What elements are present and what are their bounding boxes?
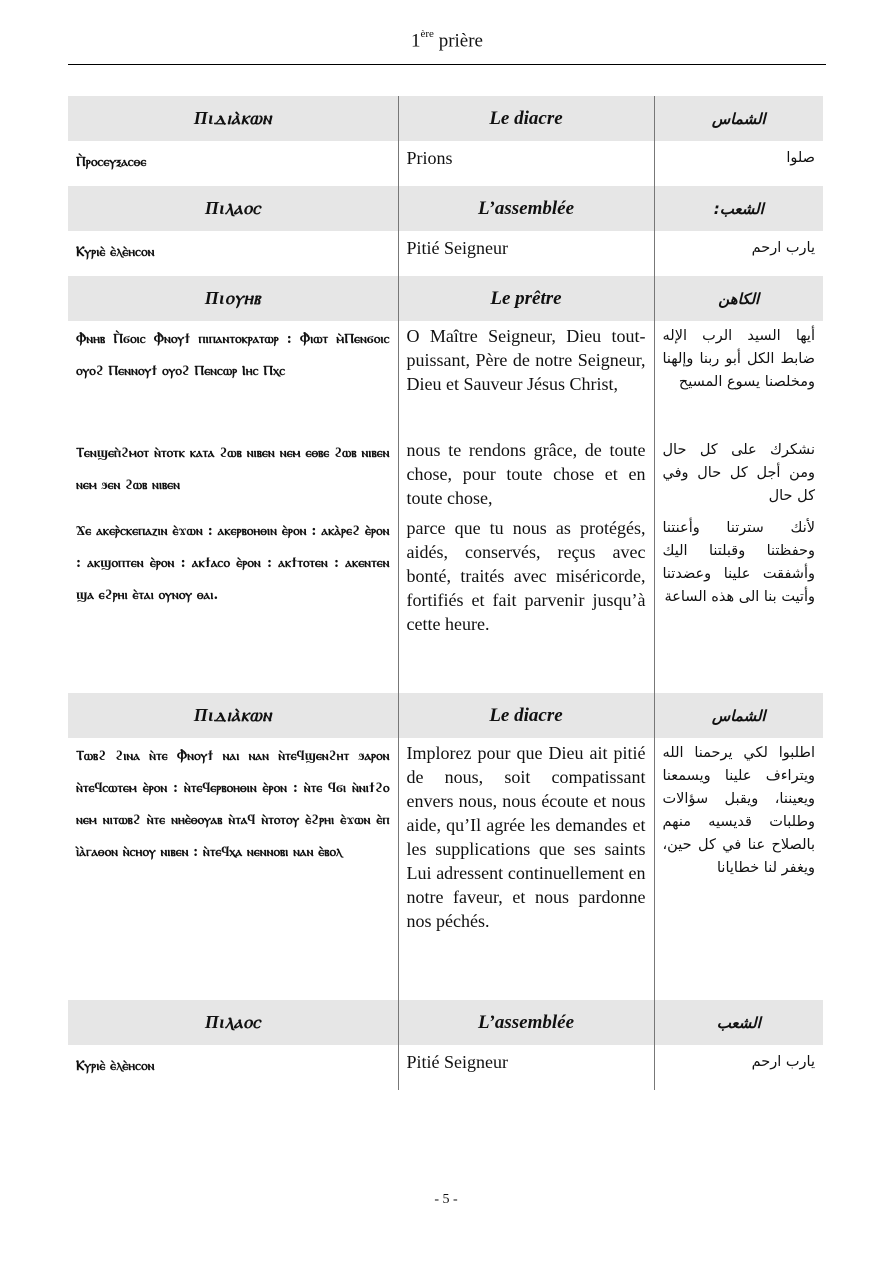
title-text: prière bbox=[433, 30, 483, 52]
text-row bbox=[68, 141, 823, 186]
header-divider bbox=[68, 64, 826, 65]
text-row bbox=[68, 738, 823, 1000]
coptic-text: Ϫⲉ ⲁⲕⲉⲣ̀ⲥⲕⲉⲡⲁⲍⲓⲛ ⲉ̀ϫⲱⲛ : ⲁⲕⲉⲣⲃⲟⲏⲑⲓⲛ ⲉ̀ⲣⲟⲛ : ⲁⲕⲁ̀ⲣⲉϩ ⲉ̀ⲣⲟⲛ : ⲁⲕϣⲟⲡⲧⲉⲛ ⲉ̀ⲣⲟⲛ : ⲁⲕϯⲁⲥⲟ ⲉ̀ⲣⲟⲛ : ⲁⲕϯⲧⲟⲧⲉⲛ : ⲁⲕⲉⲛⲧⲉⲛ ϣⲁ ⲉϩⲣⲏⲓ ⲉ̀ⲧⲁⲓ ⲟⲩⲛⲟⲩ ⲑⲁⲓ. bbox=[76, 523, 390, 603]
text-row bbox=[68, 435, 823, 513]
speaker-arabic: الكاهن bbox=[654, 276, 823, 321]
speaker-row-assembly bbox=[68, 1000, 823, 1045]
speaker-coptic: Πιⲗⲁⲟⲥ bbox=[68, 186, 398, 231]
arabic-text: يارب ارحم bbox=[751, 1054, 815, 1070]
french-text: O Maître Seigneur, Dieu tout-puissant, Père de notre Seigneur, Dieu et Sauveur Jésus Christ, bbox=[398, 321, 654, 435]
text-row bbox=[68, 231, 823, 276]
french-text: Pitié Seigneur bbox=[398, 1045, 654, 1090]
coptic-text: Ⲕⲩⲣⲓⲉ̀ ⲉ̀ⲗⲉ̀ⲏⲥⲟⲛ bbox=[76, 244, 155, 260]
arabic-text: أيها السيد الرب الإله ضابط الكل أبو ربنا وإلهنا ومخلصنا يسوع المسيح bbox=[662, 328, 815, 390]
french-text: Pitié Seigneur bbox=[398, 231, 654, 276]
speaker-french: Le prêtre bbox=[398, 276, 654, 321]
speaker-french: L’assemblée bbox=[398, 1000, 654, 1045]
text-row bbox=[68, 321, 823, 435]
text-row bbox=[68, 513, 823, 693]
speaker-coptic: Πιⲗⲁⲟⲥ bbox=[68, 1000, 398, 1045]
french-text: Prions bbox=[398, 141, 654, 186]
speaker-row-deacon bbox=[68, 96, 823, 141]
french-text: nous te rendons grâce, de toute chose, pour toute chose et en toute chose, bbox=[398, 435, 654, 513]
speaker-french: L’assemblée bbox=[398, 186, 654, 231]
speaker-arabic: الشماس bbox=[654, 693, 823, 738]
page-number: - 5 - bbox=[434, 1192, 458, 1207]
coptic-text: Ⲫ̀ⲛⲏⲃ Ⲡ̀ϭⲟⲓⲥ Ⲫ̀ⲛⲟⲩϯ ⲡⲓⲡⲁⲛⲧⲟⲕⲣⲁⲧⲱⲣ : Ⲫ̀ⲓⲱⲧ ⲙ̀Ⲡⲉⲛϭⲟⲓⲥ ⲟⲩⲟϩ Ⲡⲉⲛⲛⲟⲩϯ ⲟⲩⲟϩ Ⲡⲉⲛⲥⲱⲣ Ⲓⲏⲥ Ⲡⲭⲥ bbox=[76, 331, 390, 379]
speaker-french: Le diacre bbox=[398, 96, 654, 141]
coptic-text: Ⲕⲩⲣⲓⲉ̀ ⲉ̀ⲗⲉ̀ⲏⲥⲟⲛ bbox=[76, 1058, 155, 1074]
arabic-text: صلوا bbox=[786, 150, 815, 166]
title-superscript: ère bbox=[420, 28, 434, 40]
speaker-coptic: Πιⲟⲩⲏⲃ bbox=[68, 276, 398, 321]
arabic-text: اطلبوا لكي يرحمنا الله ويتراءف علينا ويسمعنا ويعيننا، ويقبل سؤالات وطلبات قديسيه منهم بالصلاح عنا في كل حين، ويغفر لنا خطايانا bbox=[662, 745, 815, 876]
prayer-table bbox=[68, 96, 823, 1090]
speaker-arabic: الشماس bbox=[654, 96, 823, 141]
speaker-row-assembly bbox=[68, 186, 823, 231]
arabic-text: يارب ارحم bbox=[751, 240, 815, 256]
french-text: parce que tu nous as protégés, aidés, conservés, reçus avec bonté, traités avec miséricorde, fortifiés et fait parvenir jusqu’à cette heure. bbox=[398, 513, 654, 693]
speaker-coptic: Πιⲇⲓⲁ̀ⲕⲱⲛ bbox=[68, 693, 398, 738]
speaker-row-deacon bbox=[68, 693, 823, 738]
speaker-french: Le diacre bbox=[398, 693, 654, 738]
speaker-coptic: Πιⲇⲓⲁ̀ⲕⲱⲛ bbox=[68, 96, 398, 141]
coptic-text: Ⲧⲱⲃϩ ϩⲓⲛⲁ ⲛ̀ⲧⲉ Ⲫ̀ⲛⲟⲩϯ ⲛⲁⲓ ⲛⲁⲛ ⲛ̀ⲧⲉϥϣⲉⲛϩⲏⲧ ϧⲁⲣⲟⲛ ⲛ̀ⲧⲉϥⲥⲱⲧⲉⲙ ⲉ̀ⲣⲟⲛ : ⲛ̀ⲧⲉϥⲉⲣⲃⲟⲏⲑⲓⲛ ⲉ̀ⲣⲟⲛ : ⲛ̀ⲧⲉ ϥϭⲓ ⲛ̀ⲛⲓϯϩⲟ ⲛⲉⲙ ⲛⲓⲧⲱⲃϩ ⲛ̀ⲧⲉ ⲛⲏⲉ̀ⲑⲟⲩⲁⲃ ⲛ̀ⲧⲁϥ ⲛ̀ⲧⲟⲧⲟⲩ ⲉ̀ϩⲣⲏⲓ ⲉ̀ϫⲱⲛ ⲉ̀ⲡ ⲓ̀ⲁ̀ⲅⲁⲑⲟⲛ ⲛ̀ⲥⲏⲟⲩ ⲛⲓⲃⲉⲛ : ⲛ̀ⲧⲉϥⲭⲁ ⲛⲉⲛⲛⲟⲃⲓ ⲛⲁⲛ ⲉ̀ⲃⲟⲗ bbox=[76, 748, 390, 860]
speaker-arabic: الشعب: bbox=[654, 186, 823, 231]
french-text: Implorez pour que Dieu ait pitié de nous, soit compatissant envers nous, nous écoute et nous aide, qu’Il agrée les demandes et les supplications que ses saints Lui adressent continuellement en notre faveur, et nous pardonne nos péchés. bbox=[398, 738, 654, 1000]
page-title bbox=[68, 30, 826, 60]
coptic-text: Ⲡ̀ⲣⲟⲥⲉⲩⲝⲁⲥⲑⲉ bbox=[76, 154, 147, 170]
arabic-text: نشكرك على كل حال ومن أجل كل حال وفي كل حال bbox=[662, 442, 815, 504]
arabic-text: لأنك سترتنا وأعنتنا وحفظتنا وقبلتنا اليك وأشفقت علينا وعضدتنا وأتيت بنا الى هذه الساعة bbox=[662, 520, 815, 605]
text-row bbox=[68, 1045, 823, 1090]
title-number: 1 bbox=[411, 30, 421, 52]
speaker-row-priest bbox=[68, 276, 823, 321]
speaker-arabic: الشعب bbox=[654, 1000, 823, 1045]
coptic-text: Ⲧⲉⲛϣⲉⲡ̀ϩⲙⲟⲧ ⲛ̀ⲧⲟⲧⲕ ⲕⲁⲧⲁ ϩⲱⲃ ⲛⲓⲃⲉⲛ ⲛⲉⲙ ⲉⲑⲃⲉ ϩⲱⲃ ⲛⲓⲃⲉⲛ ⲛⲉⲙ ϧⲉⲛ ϩⲱⲃ ⲛⲓⲃⲉⲛ bbox=[76, 445, 390, 493]
